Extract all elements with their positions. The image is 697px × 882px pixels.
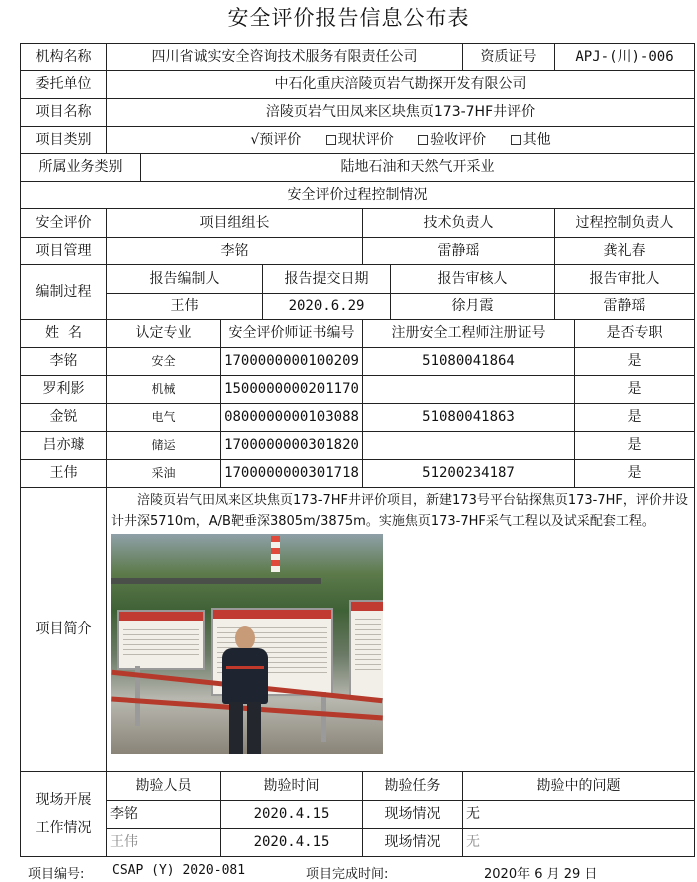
footer: [0, 863, 697, 880]
staff-cert: 1700000000301718: [221, 460, 363, 488]
staff-name: 罗利影: [21, 376, 107, 404]
type-option-pre: √预评价: [250, 131, 302, 148]
management-tech: 雷静瑶: [363, 238, 555, 265]
site-issue: 无: [463, 801, 695, 829]
staff-major: 采油: [107, 460, 221, 488]
staff-fulltime: 是: [575, 376, 695, 404]
project-no-value: CSAP (Y) 2020-081: [112, 863, 246, 878]
site-header-issue: 勘验中的问题: [463, 772, 695, 801]
compile-approver: 雷静瑶: [555, 294, 695, 320]
table-row: [21, 801, 695, 829]
compile-reviewer: 徐月霞: [391, 294, 555, 320]
staff-major: 储运: [107, 432, 221, 460]
management-header-control: 过程控制负责人: [555, 209, 695, 238]
compile-header-approver: 报告审批人: [555, 265, 695, 294]
table-row: [21, 404, 695, 432]
staff-header-reg: 注册安全工程师注册证号: [363, 320, 575, 348]
staff-cert: 1500000000201170: [221, 376, 363, 404]
type-option-accept: 验收评价: [418, 132, 486, 148]
staff-cert: 1700000000100209: [221, 348, 363, 376]
cert-value: APJ-(川)-006: [555, 44, 695, 71]
management-header-tech: 技术负责人: [363, 209, 555, 238]
site-header-date: 勘验时间: [221, 772, 363, 801]
checkbox-icon: [511, 135, 521, 145]
staff-name: 吕亦璩: [21, 432, 107, 460]
site-task: 现场情况: [363, 801, 463, 829]
check-mark-icon: √: [250, 131, 260, 148]
client-value: 中石化重庆涪陵页岩气勘探开发有限公司: [107, 71, 695, 99]
table-row: [21, 348, 695, 376]
compile-header-date: 报告提交日期: [263, 265, 391, 294]
table-row: [21, 829, 695, 857]
staff-header-major: 认定专业: [107, 320, 221, 348]
management-leader: 李铭: [107, 238, 363, 265]
cert-label: 资质证号: [463, 44, 555, 71]
intro-text: 涪陵页岩气田凤来区块焦页173-7HF井评价项目，新建173号平台钻探焦页173-7HF，评价井设计井深5710m，A/B靶垂深3805m/3875m。实施焦页173-7HF采气工程以及试采配套工程。: [111, 493, 688, 529]
table-row: [21, 432, 695, 460]
info-board: [349, 600, 383, 700]
staff-reg: 51200234187: [363, 460, 575, 488]
site-date: 2020.4.15: [221, 829, 363, 857]
staff-major: 电气: [107, 404, 221, 432]
project-no-label: 项目编号:: [28, 867, 85, 882]
staff-fulltime: 是: [575, 348, 695, 376]
management-control: 龚礼春: [555, 238, 695, 265]
process-header: 安全评价过程控制情况: [21, 182, 695, 209]
management-label-top: 安全评价: [21, 209, 107, 238]
site-date: 2020.4.15: [221, 801, 363, 829]
staff-fulltime: 是: [575, 404, 695, 432]
table-row: [21, 376, 695, 404]
business-label: 所属业务类别: [21, 154, 141, 182]
business-value: 陆地石油和天然气开采业: [141, 154, 695, 182]
site-photo: [111, 534, 383, 754]
table-row: [21, 460, 695, 488]
staff-cert: 1700000000301820: [221, 432, 363, 460]
checkbox-icon: [326, 135, 336, 145]
compile-label: 编制过程: [21, 265, 107, 320]
windsock-icon: [271, 536, 280, 572]
staff-major: 安全: [107, 348, 221, 376]
staff-header-fulltime: 是否专职: [575, 320, 695, 348]
site-header-task: 勘验任务: [363, 772, 463, 801]
client-label: 委托单位: [21, 71, 107, 99]
site-header-person: 勘验人员: [107, 772, 221, 801]
completion-value: 2020年 6 月 29 日: [484, 867, 598, 882]
compile-author: 王伟: [107, 294, 263, 320]
management-header-leader: 项目组组长: [107, 209, 363, 238]
page-title: 安全评价报告信息公布表: [227, 6, 470, 30]
shed-roof: [111, 578, 321, 584]
staff-fulltime: 是: [575, 432, 695, 460]
person-figure: [216, 626, 274, 754]
completion-label: 项目完成时间:: [306, 867, 389, 882]
staff-fulltime: 是: [575, 460, 695, 488]
intro-cell: [107, 488, 695, 772]
project-name-label: 项目名称: [21, 99, 107, 127]
type-option-other: 其他: [511, 132, 551, 148]
staff-cert: 0800000000103088: [221, 404, 363, 432]
site-issue: 无: [463, 829, 695, 857]
staff-reg: [363, 376, 575, 404]
project-type-options: [107, 127, 695, 154]
staff-reg: [363, 432, 575, 460]
compile-header-reviewer: 报告审核人: [391, 265, 555, 294]
checkbox-icon: [418, 135, 428, 145]
type-option-status: 现状评价: [326, 132, 394, 148]
info-table: [20, 43, 695, 857]
staff-name: 金锐: [21, 404, 107, 432]
staff-name: 王伟: [21, 460, 107, 488]
project-type-label: 项目类别: [21, 127, 107, 154]
info-board: [117, 610, 205, 670]
org-label: 机构名称: [21, 44, 107, 71]
site-person: 王伟: [107, 829, 221, 857]
staff-header-cert: 安全评价师证书编号: [221, 320, 363, 348]
management-label-bottom: 项目管理: [21, 238, 107, 265]
staff-name: 李铭: [21, 348, 107, 376]
org-value: 四川省诚实安全咨询技术服务有限责任公司: [107, 44, 463, 71]
compile-date: 2020.6.29: [263, 294, 391, 320]
staff-reg: 51080041864: [363, 348, 575, 376]
staff-header-name: 姓 名: [21, 320, 107, 348]
project-name-value: 涪陵页岩气田凤来区块焦页173-7HF井评价: [107, 99, 695, 127]
staff-reg: 51080041863: [363, 404, 575, 432]
staff-major: 机械: [107, 376, 221, 404]
site-task: 现场情况: [363, 829, 463, 857]
site-label: 现场开展 工作情况: [21, 772, 107, 857]
intro-label: 项目简介: [21, 488, 107, 772]
site-person: 李铭: [107, 801, 221, 829]
compile-header-author: 报告编制人: [107, 265, 263, 294]
